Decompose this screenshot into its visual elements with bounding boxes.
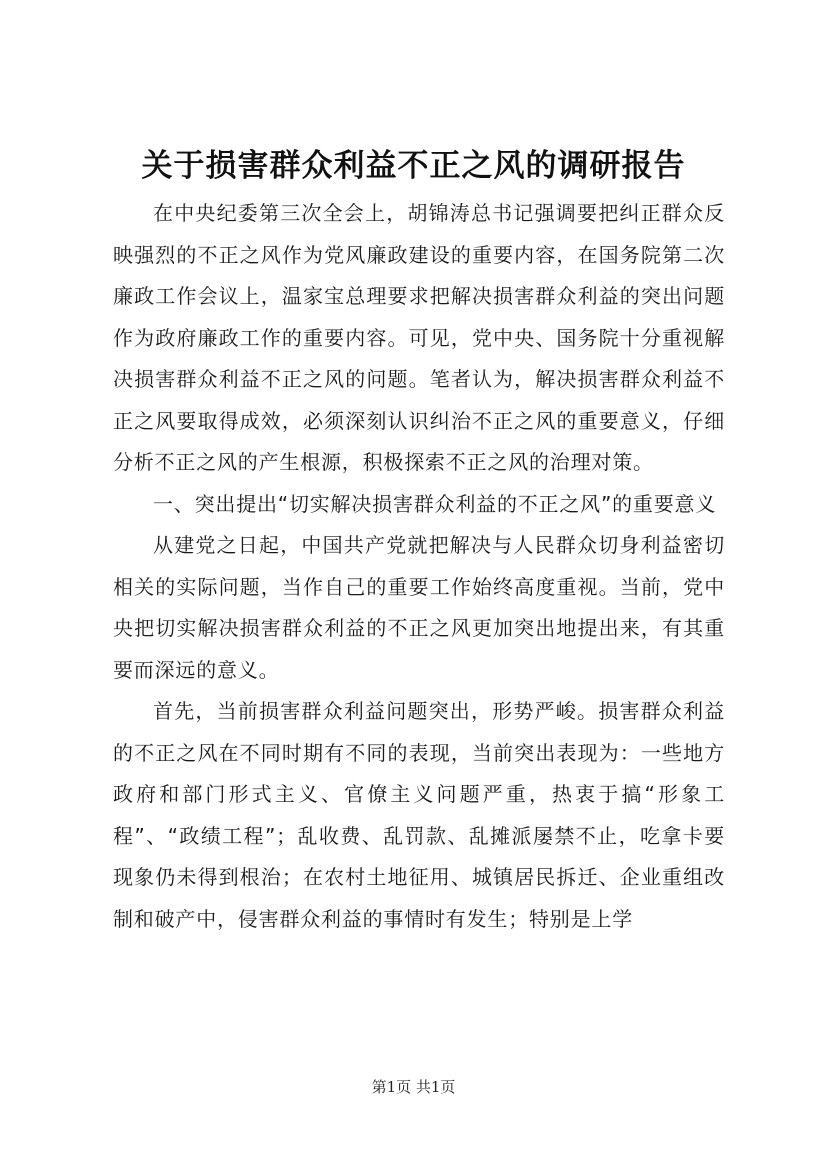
paragraph-first-point: 首先，当前损害群众利益问题突出，形势严峻。损害群众利益的不正之风在不同时期有不同的表现，当前突出表现为：一些地方政府和部门形式主义、官僚主义问题严重，热衷于搞“形象工程”、“政绩工程”；乱收费、乱罚款、乱摊派屡禁不止，吃拿卡要现象仍未得到根治；在农村土地征用、城镇居民拆迁、企业重组改制和破产中，侵害群众利益的事情时有发生；特别是上学 — [113, 699, 725, 931]
paragraph-history: 从建党之日起，中国共产党就把解决与人民群众切身利益密切相关的实际问题，当作自己的重要工作始终高度重视。当前，党中央把切实解决损害群众利益的不正之风更加突出地提出来，有其重要而深远的意义。 — [113, 533, 725, 682]
paragraph-section-heading: 一、突出提出“切实解决损害群众利益的不正之风”的重要意义 — [153, 491, 717, 516]
document-title: 关于损害群众利益不正之风的调研报告 — [141, 148, 686, 184]
paragraph-intro: 在中央纪委第三次全会上，胡锦涛总书记强调要把纠正群众反映强烈的不正之风作为党风廉政建设的重要内容，在国务院第二次廉政工作会议上，温家宝总理要求把解决损害群众利益的突出问题作为政府廉政工作的重要内容。可见，党中央、国务院十分重视解决损害群众利益不正之风的问题。笔者认为，解决损害群众利益不正之风要取得成效，必须深刻认识纠治不正之风的重要意义，仔细分析不正之风的产生根源，积极探索不正之风的治理对策。 — [113, 201, 725, 474]
document-body — [113, 193, 725, 940]
page-footer: 第1页 共1页 — [371, 1078, 456, 1096]
